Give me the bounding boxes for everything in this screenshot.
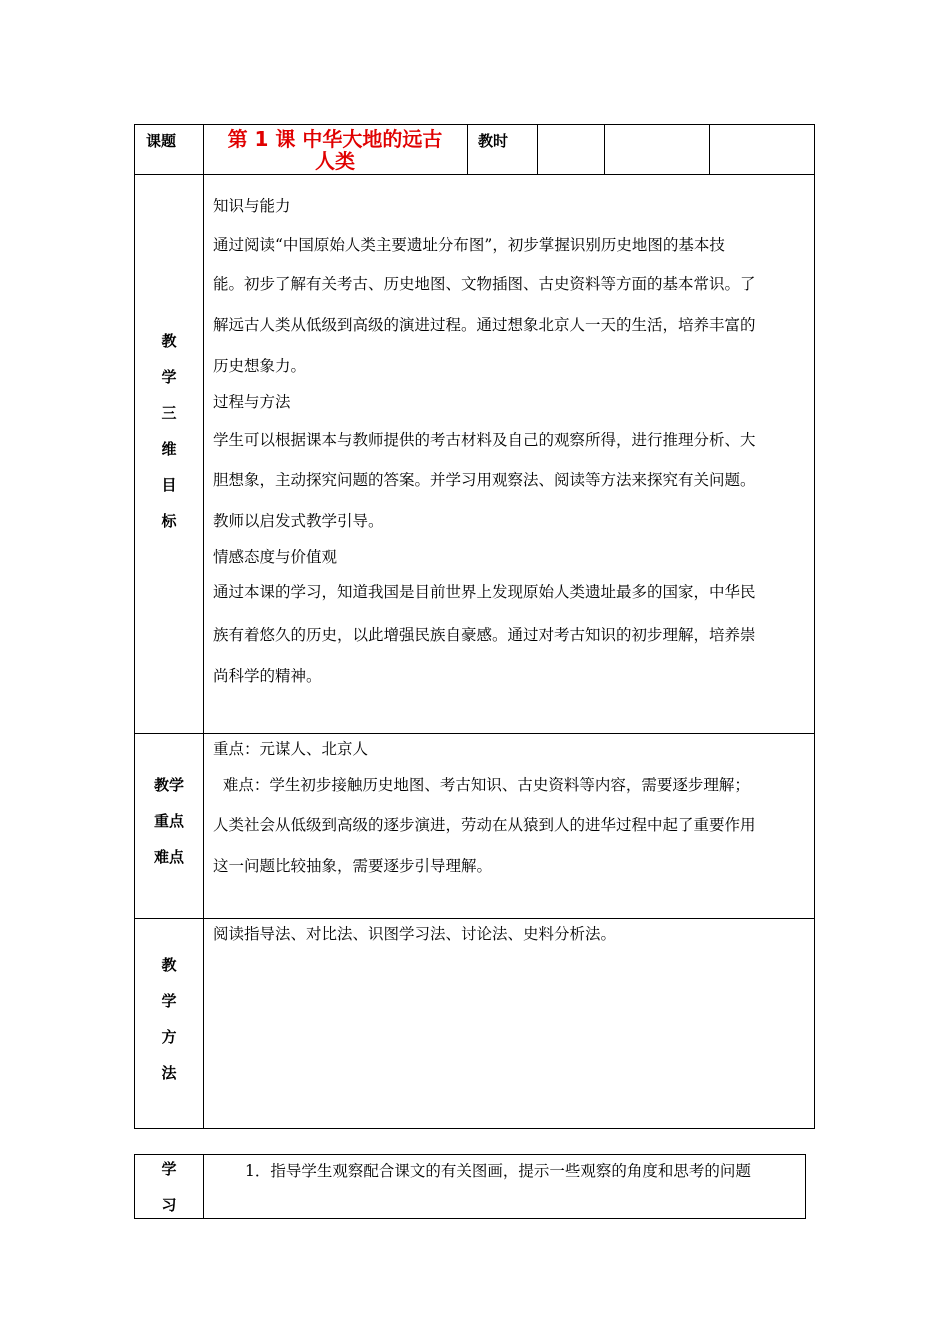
table-row-divider: [134, 174, 815, 175]
keypoints-label: [136, 774, 202, 882]
table-col-divider: [467, 124, 468, 175]
table-col-divider: [203, 124, 204, 1129]
goals-label-char: 标: [161, 512, 177, 530]
lesson-title-line1: 第 1 课 中华大地的远古: [227, 127, 443, 151]
table-col-divider: [537, 124, 538, 175]
study-label-char: 习: [161, 1196, 177, 1214]
table-border-right: [814, 124, 815, 1129]
goals-text-line: 尚科学的精神。: [213, 667, 322, 685]
study-table-border-top: [134, 1154, 806, 1155]
lesson-title: [206, 128, 464, 172]
methods-label-char: 学: [161, 992, 177, 1010]
keypoints-text-line: 人类社会从低级到高级的逐步演进，劳动在从猿到人的进华过程中起了重要作用: [213, 816, 756, 834]
goals-label-char: 教: [161, 332, 177, 350]
keypoints-label-word: 难点: [153, 848, 184, 866]
methods-label-char: 法: [161, 1064, 177, 1082]
table-row-divider: [134, 918, 815, 919]
topic-label: 课题: [146, 132, 177, 150]
study-table-border-right: [805, 1154, 806, 1219]
goals-heading-emotion: 情感态度与价值观: [213, 548, 338, 566]
goals-heading-process: 过程与方法: [213, 393, 291, 411]
goals-label-char: 三: [161, 404, 177, 422]
keypoints-label-word: 教学: [153, 776, 184, 794]
study-table-col-divider: [203, 1154, 204, 1219]
study-table-border-bottom: [134, 1218, 806, 1219]
table-col-divider: [604, 124, 605, 175]
keypoints-text-line: 这一问题比较抽象，需要逐步引导理解。: [213, 857, 493, 875]
study-table-border-left: [134, 1154, 135, 1219]
goals-label: [136, 330, 202, 546]
study-text: 1．指导学生观察配合课文的有关图画，提示一些观察的角度和思考的问题: [245, 1162, 751, 1180]
methods-label-char: 教: [161, 956, 177, 974]
lesson-title-line2: 人类: [315, 149, 355, 173]
study-label-char: 学: [161, 1160, 177, 1178]
goals-text-line: 教师以启发式教学引导。: [213, 512, 384, 530]
table-row-divider: [134, 733, 815, 734]
table-col-divider: [709, 124, 710, 175]
goals-text-line: 通过本课的学习，知道我国是目前世界上发现原始人类遗址最多的国家，中华民: [213, 583, 756, 601]
keypoints-text-line: 难点：学生初步接触历史地图、考古知识、古史资料等内容，需要逐步理解；: [213, 776, 750, 794]
hours-label: 教时: [478, 132, 509, 150]
goals-text-line: 胆想象，主动探究问题的答案。并学习用观察法、阅读等方法来探究有关问题。: [213, 471, 756, 489]
methods-label-char: 方: [161, 1028, 177, 1046]
goals-text-line: 历史想象力。: [213, 357, 307, 375]
goals-heading-knowledge: 知识与能力: [213, 197, 291, 215]
study-label: [136, 1158, 202, 1218]
goals-label-char: 目: [161, 476, 177, 494]
goals-text-line: 通过阅读“中国原始人类主要遗址分布图”，初步掌握识别历史地图的基本技: [213, 236, 725, 254]
table-border-top: [134, 124, 815, 125]
keypoints-label-word: 重点: [153, 812, 184, 830]
table-border-bottom: [134, 1128, 815, 1129]
methods-text: 阅读指导法、对比法、识图学习法、讨论法、史料分析法。: [213, 925, 617, 943]
goals-label-char: 学: [161, 368, 177, 386]
goals-label-char: 维: [161, 440, 177, 458]
table-border-left: [134, 124, 135, 1129]
goals-text-line: 学生可以根据课本与教师提供的考古材料及自己的观察所得，进行推理分析、大: [213, 431, 756, 449]
goals-text-line: 能。初步了解有关考古、历史地图、文物插图、古史资料等方面的基本常识。了: [213, 275, 756, 293]
methods-label: [136, 954, 202, 1098]
goals-text-line: 族有着悠久的历史，以此增强民族自豪感。通过对考古知识的初步理解，培养崇: [213, 626, 756, 644]
keypoints-focus: 重点：元谋人、北京人: [213, 740, 369, 758]
goals-text-line: 解远古人类从低级到高级的演进过程。通过想象北京人一天的生活，培养丰富的: [213, 316, 756, 334]
